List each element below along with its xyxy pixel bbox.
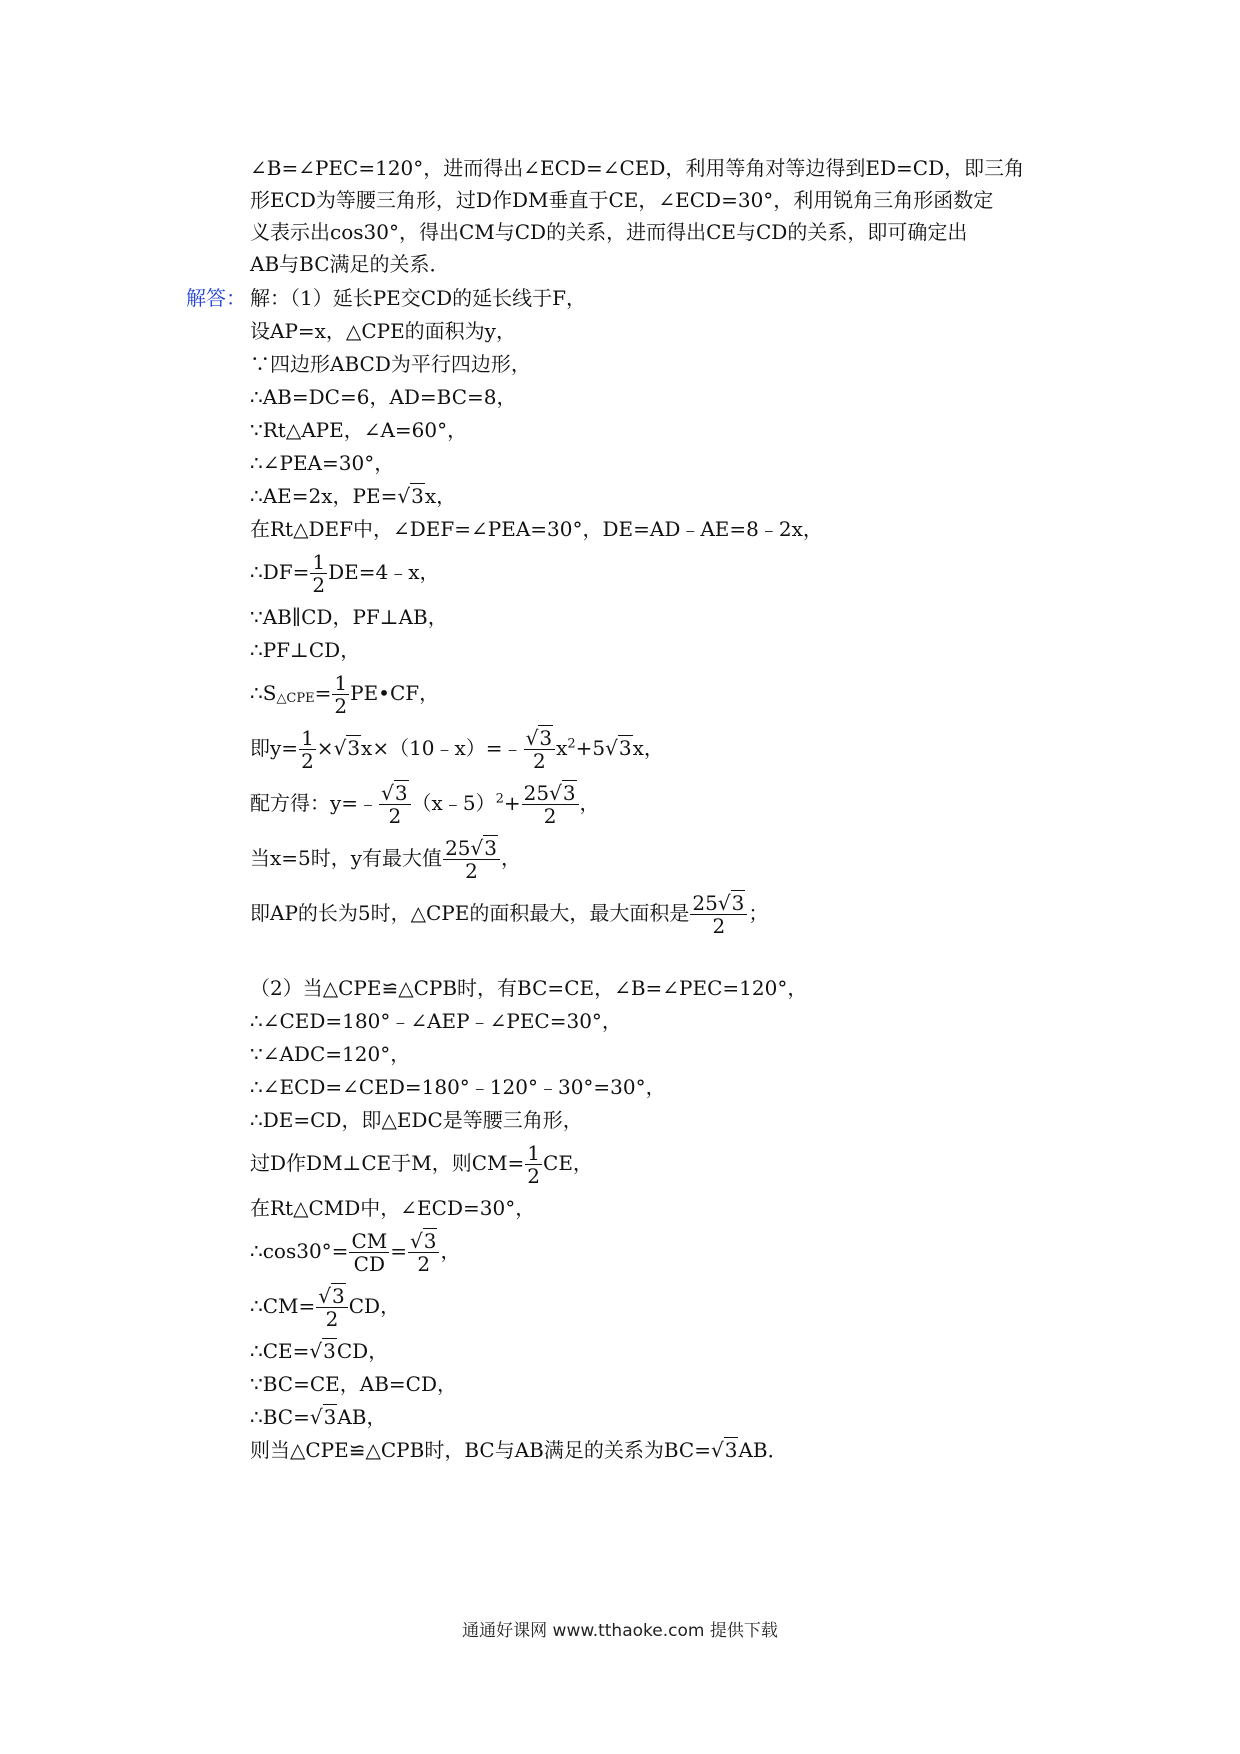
- text: DE=4﹣x，: [328, 560, 440, 584]
- text: 则当△CPE≌△CPB时，BC与AB满足的关系为BC=: [250, 1438, 711, 1462]
- denominator: 2: [312, 573, 326, 597]
- sqrt-sign: √: [309, 1339, 323, 1363]
- solution-line: 在Rt△DEF中，∠DEF=∠PEA=30°，DE=AD﹣AE=8﹣2x，: [250, 517, 823, 541]
- solution-line: ∵BC=CE，AB=CD，: [250, 1372, 457, 1396]
- solution-line: （2）当△CPE≌△CPB时，有BC=CE，∠B=∠PEC=120°，: [250, 976, 808, 1000]
- text: 即y=: [250, 736, 299, 760]
- solution-line: ∴∠PEA=30°，: [250, 451, 395, 475]
- sqrt-sign: √: [381, 781, 394, 805]
- text: （x﹣5）: [411, 791, 496, 815]
- text: ；: [748, 901, 769, 925]
- denominator: 2: [301, 749, 314, 773]
- fraction: [522, 782, 579, 827]
- coefficient: 25: [445, 836, 471, 860]
- text: +5: [575, 736, 606, 760]
- analysis-line: AB与BC满足的关系．: [250, 252, 450, 276]
- numerator: 1: [334, 671, 348, 695]
- text: =: [314, 681, 332, 705]
- solution-label: 解答：: [186, 286, 246, 310]
- sqrt-expr: [334, 735, 361, 760]
- numerator: 1: [301, 726, 314, 750]
- solution-line: [250, 777, 1070, 832]
- radicand: 3: [332, 1284, 345, 1308]
- solution-line: ∵四边形ABCD为平行四边形，: [250, 352, 531, 376]
- solution-line: [250, 1335, 1070, 1368]
- solution-line: ∵AB∥CD，PF⊥AB，: [250, 605, 448, 629]
- radicand: 3: [323, 1405, 337, 1429]
- analysis-line: ∠B=∠PEC=120°，进而得出∠ECD=∠CED，利用等角对等边得到ED=CD，即三角: [250, 156, 1025, 180]
- fraction: [525, 1142, 542, 1187]
- fraction: [379, 782, 410, 827]
- fraction: [690, 892, 747, 937]
- radicand: 3: [484, 836, 497, 860]
- numerator: CM: [351, 1229, 388, 1253]
- solution-line: 设AP=x，△CPE的面积为y，: [250, 319, 516, 343]
- radicand: 3: [347, 736, 361, 760]
- solution-line: [250, 1434, 1070, 1467]
- analysis-block: [250, 152, 1070, 280]
- text: +: [503, 791, 521, 815]
- radicand: 3: [562, 781, 576, 805]
- fraction: [408, 1230, 439, 1275]
- numerator: [408, 1230, 439, 1253]
- sqrt-sign: √: [525, 726, 539, 750]
- numerator: [524, 727, 555, 750]
- text: x，: [424, 484, 457, 508]
- sqrt-sign: √: [710, 1438, 724, 1462]
- denominator: 2: [465, 859, 478, 883]
- solution-line: ∵Rt△APE，∠A=60°，: [250, 418, 468, 442]
- fraction: [443, 837, 500, 882]
- text: PE•CF，: [350, 681, 440, 705]
- sqrt-expr: [605, 735, 632, 760]
- numerator: [379, 782, 410, 805]
- denominator: 2: [543, 804, 557, 828]
- solution-line: ∴PF⊥CD，: [250, 638, 361, 662]
- numerator: [316, 1285, 347, 1308]
- solution-line: ∴∠CED=180°﹣∠AEP﹣∠PEC=30°，: [250, 1009, 622, 1033]
- fraction: [299, 727, 316, 772]
- text: x: [556, 736, 568, 760]
- text: CD，: [336, 1339, 389, 1363]
- text: ，: [579, 791, 600, 815]
- text: CD，: [348, 1294, 401, 1318]
- text: ×: [316, 736, 334, 760]
- numerator: 1: [312, 550, 326, 574]
- text: 配方得：y=﹣: [250, 791, 379, 815]
- text: ∴AE=2x，PE=: [250, 484, 398, 508]
- radicand: 3: [539, 726, 553, 750]
- solution-line: ∴DE=CD，即△EDC是等腰三角形，: [250, 1108, 583, 1132]
- sqrt-sign: √: [549, 781, 562, 805]
- solution-line: ∴AB=DC=6，AD=BC=8，: [250, 385, 517, 409]
- denominator: 2: [334, 694, 348, 718]
- solution-line: [250, 1280, 1070, 1335]
- spacer: [250, 942, 1070, 972]
- solution-line: [250, 546, 1070, 601]
- denominator: 2: [325, 1307, 339, 1331]
- text: 即AP的长为5时，△CPE的面积最大，最大面积是: [250, 901, 690, 925]
- text: ，: [440, 1239, 461, 1263]
- fraction: [316, 1285, 347, 1330]
- denominator: 2: [388, 804, 402, 828]
- denominator: 2: [712, 914, 726, 938]
- analysis-line: 形ECD为等腰三角形，过D作DM垂直于CE，∠ECD=30°，利用锐角三角形函数定: [250, 188, 994, 212]
- radicand: 3: [323, 1339, 336, 1363]
- text: ∴BC=: [250, 1405, 310, 1429]
- radicand: 3: [411, 484, 424, 508]
- solution-line: [250, 1225, 1070, 1280]
- sqrt-sign: √: [409, 1229, 423, 1253]
- solution-line: [250, 832, 1070, 887]
- coefficient: 25: [692, 891, 718, 915]
- radicand: 3: [724, 1438, 738, 1462]
- fraction: [524, 727, 555, 772]
- analysis-line: 义表示出cos30°，得出CM与CD的关系，进而得出CE与CD的关系，即可确定出: [250, 220, 968, 244]
- sqrt-sign: √: [309, 1405, 323, 1429]
- denominator: 2: [417, 1252, 431, 1276]
- numerator: [443, 837, 500, 860]
- solution-line: ∴∠ECD=∠CED=180°﹣120°﹣30°=30°，: [250, 1075, 666, 1099]
- text: ∴CE=: [250, 1339, 310, 1363]
- text: x×（10﹣x）=﹣: [361, 736, 523, 760]
- solution-line: [250, 667, 1070, 722]
- subscript: △CPE: [276, 691, 315, 706]
- sqrt-sign: √: [470, 836, 484, 860]
- radicand: 3: [618, 736, 632, 760]
- text: AB．: [738, 1438, 788, 1462]
- text: x，: [632, 736, 664, 760]
- superscript: 2: [567, 736, 576, 752]
- solution-line: [250, 722, 1070, 777]
- fraction: [332, 672, 349, 717]
- sqrt-sign: √: [605, 736, 618, 760]
- text: ∴cos30°=: [250, 1239, 349, 1263]
- solution-line: [250, 887, 1070, 942]
- numerator: 1: [527, 1141, 541, 1165]
- numerator: [690, 892, 747, 915]
- denominator: CD: [353, 1252, 385, 1276]
- fraction: [310, 551, 327, 596]
- text: AB，: [337, 1405, 387, 1429]
- solution-line: [250, 480, 1070, 513]
- radicand: 3: [394, 781, 408, 805]
- text: 过D作DM⊥CE于M，则CM=: [250, 1151, 525, 1175]
- sqrt-sign: √: [318, 1284, 332, 1308]
- solution-line: [250, 1401, 1070, 1434]
- sqrt-sign: √: [717, 891, 731, 915]
- sqrt-expr: [711, 1437, 738, 1462]
- page-footer: 通通好课网 www.tthaoke.com 提供下载: [462, 1621, 778, 1641]
- denominator: 2: [527, 1164, 541, 1188]
- text: =: [390, 1239, 407, 1263]
- sqrt-expr: [310, 1404, 337, 1429]
- sqrt-sign: √: [333, 736, 347, 760]
- coefficient: 25: [523, 781, 550, 805]
- text: 当x=5时，y有最大值: [250, 846, 443, 870]
- solution-line: ∵∠ADC=120°，: [250, 1042, 411, 1066]
- fraction: [349, 1230, 389, 1275]
- document-body: [186, 152, 1070, 1467]
- numerator: [522, 782, 579, 805]
- text: ∴DF=: [250, 560, 310, 584]
- solution-line: 在Rt△CMD中，∠ECD=30°，: [250, 1196, 536, 1220]
- solution-block: [186, 282, 1070, 1467]
- solution-line: [250, 1137, 1070, 1192]
- denominator: 2: [532, 749, 546, 773]
- solution-line: 解：（1）延长PE交CD的延长线于F，: [250, 286, 586, 310]
- superscript: 2: [495, 791, 504, 807]
- radicand: 3: [423, 1229, 437, 1253]
- sqrt-sign: √: [397, 484, 411, 508]
- text: ，: [501, 846, 521, 870]
- sqrt-expr: [397, 483, 424, 508]
- sqrt-expr: [309, 1338, 336, 1363]
- text: CE，: [543, 1151, 593, 1175]
- text: ∴CM=: [250, 1294, 316, 1318]
- radicand: 3: [731, 891, 745, 915]
- text: ∴S: [250, 681, 277, 705]
